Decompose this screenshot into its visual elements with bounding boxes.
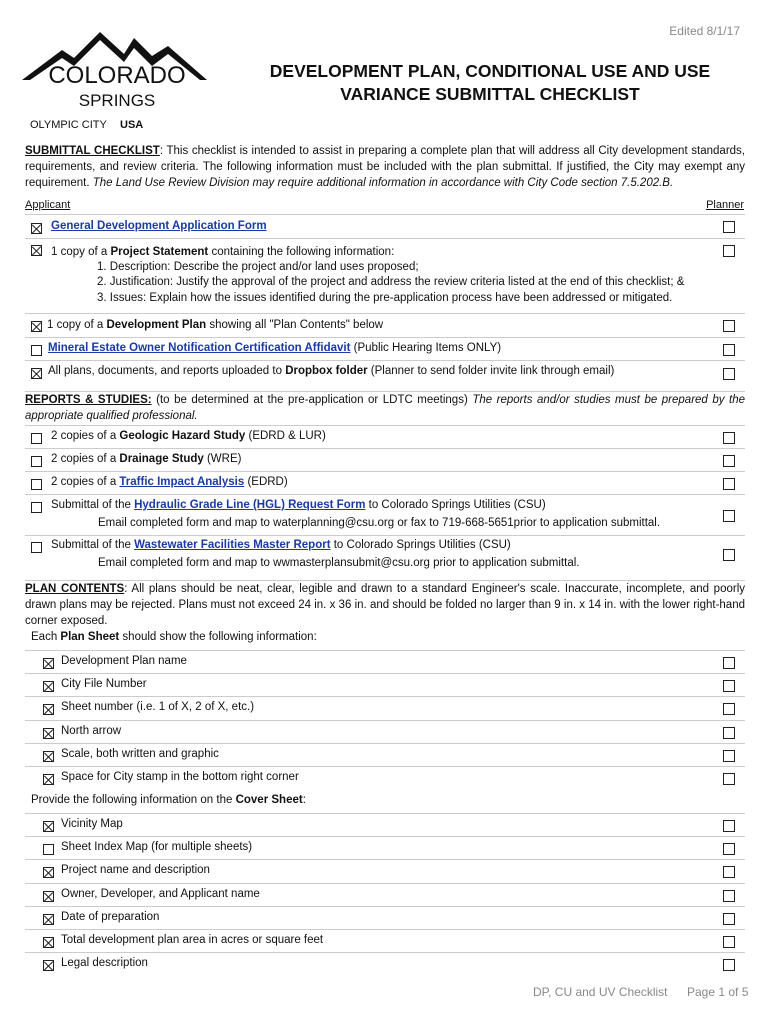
title-line1: DEVELOPMENT PLAN, CONDITIONAL USE AND USE [269, 61, 711, 81]
planner-checkbox[interactable] [723, 320, 735, 332]
item-label: Owner, Developer, and Applicant name [61, 887, 260, 900]
applicant-checkbox[interactable] [43, 914, 54, 925]
applicant-checkbox[interactable] [31, 502, 42, 513]
item-label: Scale, both written and graphic [61, 747, 219, 760]
checklist-row [25, 906, 745, 930]
planner-checkbox[interactable] [723, 344, 735, 356]
hgl-form-link[interactable]: Hydraulic Grade Line (HGL) Request Form [134, 499, 366, 511]
edited-date: Edited 8/1/17 [669, 24, 740, 38]
checklist-row [25, 425, 745, 449]
item-label: Sheet Index Map (for multiple sheets) [61, 841, 253, 854]
applicant-checkbox[interactable] [43, 821, 54, 832]
planner-checkbox[interactable] [723, 549, 735, 561]
planner-checkbox[interactable] [723, 843, 735, 855]
planner-checkbox[interactable] [723, 750, 735, 762]
planner-checkbox[interactable] [723, 727, 735, 739]
applicant-checkbox[interactable] [31, 345, 42, 356]
footer-doc-name: DP, CU and UV Checklist [533, 985, 668, 999]
planner-checkbox[interactable] [723, 455, 735, 467]
intro-italic: The Land Use Review Division may require additional information in accordance with City Code section 7.5.202.B. [92, 177, 674, 189]
checklist-row [25, 929, 745, 953]
applicant-checkbox[interactable] [31, 245, 42, 256]
planner-checkbox[interactable] [723, 368, 735, 380]
item-label: North arrow [61, 724, 122, 737]
item-label: 2 copies of a Geologic Hazard Study (EDRD & LUR) [51, 430, 326, 442]
planner-checkbox[interactable] [723, 913, 735, 925]
cover-sheet-intro: Provide the following information on the Cover Sheet: [31, 794, 306, 806]
planner-checkbox[interactable] [723, 890, 735, 902]
applicant-checkbox[interactable] [43, 774, 54, 785]
ps-item-3: 3. Issues: Explain how the issues identified during the pre-application process have been addressed or mitigated. [97, 292, 673, 304]
applicant-checkbox[interactable] [43, 960, 54, 971]
item-label: Mineral Estate Owner Notification Certification Affidavit (Public Hearing Items ONLY) [48, 342, 502, 354]
applicant-checkbox[interactable] [43, 891, 54, 902]
checklist-row [25, 673, 745, 697]
item-label: Project name and description [61, 864, 210, 877]
applicant-column-header: Applicant [25, 199, 71, 211]
mineral-affidavit-link[interactable]: Mineral Estate Owner Notification Certification Affidavit [48, 342, 351, 354]
item-label: Submittal of the Hydraulic Grade Line (HGL) Request Form to Colorado Springs Utilities (CSU) [51, 499, 546, 511]
checklist-row [25, 813, 745, 837]
item-label: 1 copy of a Project Statement containing the following information: [51, 246, 395, 258]
planner-checkbox[interactable] [723, 432, 735, 444]
colorado-springs-logo [22, 18, 212, 133]
intro-text: : This checklist is intended to assist in preparing a complete plan that will address all City development standards, requirements, and review criteria. The following information must be included with the plan submittal. If justified, the City may exempt any requirement. [25, 145, 745, 189]
applicant-checkbox[interactable] [31, 456, 42, 467]
checklist-row [25, 471, 745, 495]
logo-usa: USA [120, 119, 144, 131]
applicant-checkbox[interactable] [43, 728, 54, 739]
applicant-checkbox[interactable] [31, 542, 42, 553]
planner-checkbox[interactable] [723, 866, 735, 878]
ww-instructions: Email completed form and map to wwmasterplansubmit@csu.org prior to application submittal. [98, 557, 580, 569]
checklist-row [25, 883, 745, 907]
checklist-row [25, 859, 745, 883]
planner-checkbox[interactable] [723, 680, 735, 692]
item-label [51, 220, 267, 232]
checklist-row [25, 743, 745, 767]
plan-contents-paragraph: PLAN CONTENTS: All plans should be neat, clear, legible and drawn to a standard Engineer's scale. Inaccurate, incomplete, and poorly drawn plans may be rejected. Plans must not exceed 24 in. x 36 in. and should be folded no larger than 9 in. x 14 in. with the lower right-hand corner exposed. [25, 580, 745, 629]
checklist-row [25, 360, 745, 385]
checklist-row [25, 766, 745, 790]
planner-checkbox[interactable] [723, 510, 735, 522]
logo-line2: SPRINGS [78, 91, 156, 110]
planner-checkbox[interactable] [723, 221, 735, 233]
checklist-row [25, 214, 745, 239]
planner-column-header: Planner [706, 199, 744, 211]
applicant-checkbox[interactable] [31, 321, 42, 332]
item-label: Development Plan name [61, 655, 187, 667]
checklist-row [25, 494, 745, 536]
item-label: Submittal of the Wastewater Facilities Master Report to Colorado Springs Utilities (CSU) [51, 539, 511, 551]
planner-checkbox[interactable] [723, 478, 735, 490]
footer-page-number: Page 1 of 5 [687, 985, 749, 999]
item-label: Vicinity Map [61, 818, 123, 830]
item-label: All plans, documents, and reports uploaded to Dropbox folder (Planner to send folder invite link through email) [48, 365, 615, 377]
logo-line1: COLORADO [48, 62, 186, 89]
logo-line3: OLYMPIC CITY [30, 119, 107, 131]
item-label: Sheet number (i.e. 1 of X, 2 of X, etc.) [61, 701, 255, 714]
checklist-row [25, 650, 745, 674]
reports-paragraph: REPORTS & STUDIES: (to be determined at the pre-application or LDTC meetings) The reports and/or studies must be prepared by the appropriate qualified professional. [25, 391, 745, 424]
applicant-checkbox[interactable] [31, 223, 42, 234]
traffic-analysis-link[interactable]: Traffic Impact Analysis [119, 476, 245, 488]
applicant-checkbox[interactable] [43, 937, 54, 948]
item-label: 2 copies of a Drainage Study (WRE) [51, 453, 242, 465]
page-title [240, 60, 740, 106]
applicant-checkbox[interactable] [43, 704, 54, 715]
title-line2: VARIANCE SUBMITTAL CHECKLIST [340, 84, 640, 104]
planner-checkbox[interactable] [723, 959, 735, 971]
applicant-checkbox[interactable] [43, 681, 54, 692]
planner-checkbox[interactable] [723, 245, 735, 257]
checklist-row [25, 696, 745, 720]
checklist-row [25, 337, 745, 361]
hgl-instructions: Email completed form and map to waterplanning@csu.org or fax to 719-668-5651prior to application submittal. [98, 517, 661, 529]
checklist-row [25, 952, 745, 976]
item-label: Legal description [61, 957, 148, 970]
item-label: Total development plan area in acres or square feet [61, 934, 324, 946]
item-label: 1 copy of a Development Plan showing all "Plan Contents" below [47, 319, 384, 331]
applicant-checkbox[interactable] [31, 433, 42, 444]
ps-item-1: 1. Description: Describe the project and/or land uses proposed; [97, 261, 419, 273]
checklist-row [25, 720, 745, 744]
planner-checkbox[interactable] [723, 936, 735, 948]
item-label: Space for City stamp in the bottom right corner [61, 771, 299, 783]
checklist-row [25, 238, 745, 314]
item-label: Date of preparation [61, 910, 160, 923]
applicant-checkbox[interactable] [43, 844, 54, 855]
checklist-row [25, 313, 745, 338]
item-label: 2 copies of a Traffic Impact Analysis (EDRD) [51, 476, 288, 488]
applicant-checkbox[interactable] [43, 751, 54, 762]
applicant-checkbox[interactable] [43, 867, 54, 878]
checklist-row [25, 448, 745, 472]
applicant-checkbox[interactable] [31, 479, 42, 490]
plan-sheet-intro: Each Plan Sheet should show the following information: [31, 631, 317, 643]
planner-checkbox[interactable] [723, 820, 735, 832]
general-application-link[interactable]: General Development Application Form [51, 220, 267, 232]
applicant-checkbox[interactable] [31, 368, 42, 379]
ps-item-2: 2. Justification: Justify the approval of the project and address the review criteria listed at the end of this checklist; & [97, 276, 685, 288]
item-label: City File Number [61, 678, 147, 691]
intro-heading: SUBMITTAL CHECKLIST [25, 145, 160, 157]
planner-checkbox[interactable] [723, 703, 735, 715]
checklist-row [25, 836, 745, 860]
intro-paragraph [25, 143, 745, 191]
planner-checkbox[interactable] [723, 773, 735, 785]
checklist-row [25, 535, 745, 576]
wastewater-report-link[interactable]: Wastewater Facilities Master Report [134, 539, 331, 551]
applicant-checkbox[interactable] [43, 658, 54, 669]
planner-checkbox[interactable] [723, 657, 735, 669]
